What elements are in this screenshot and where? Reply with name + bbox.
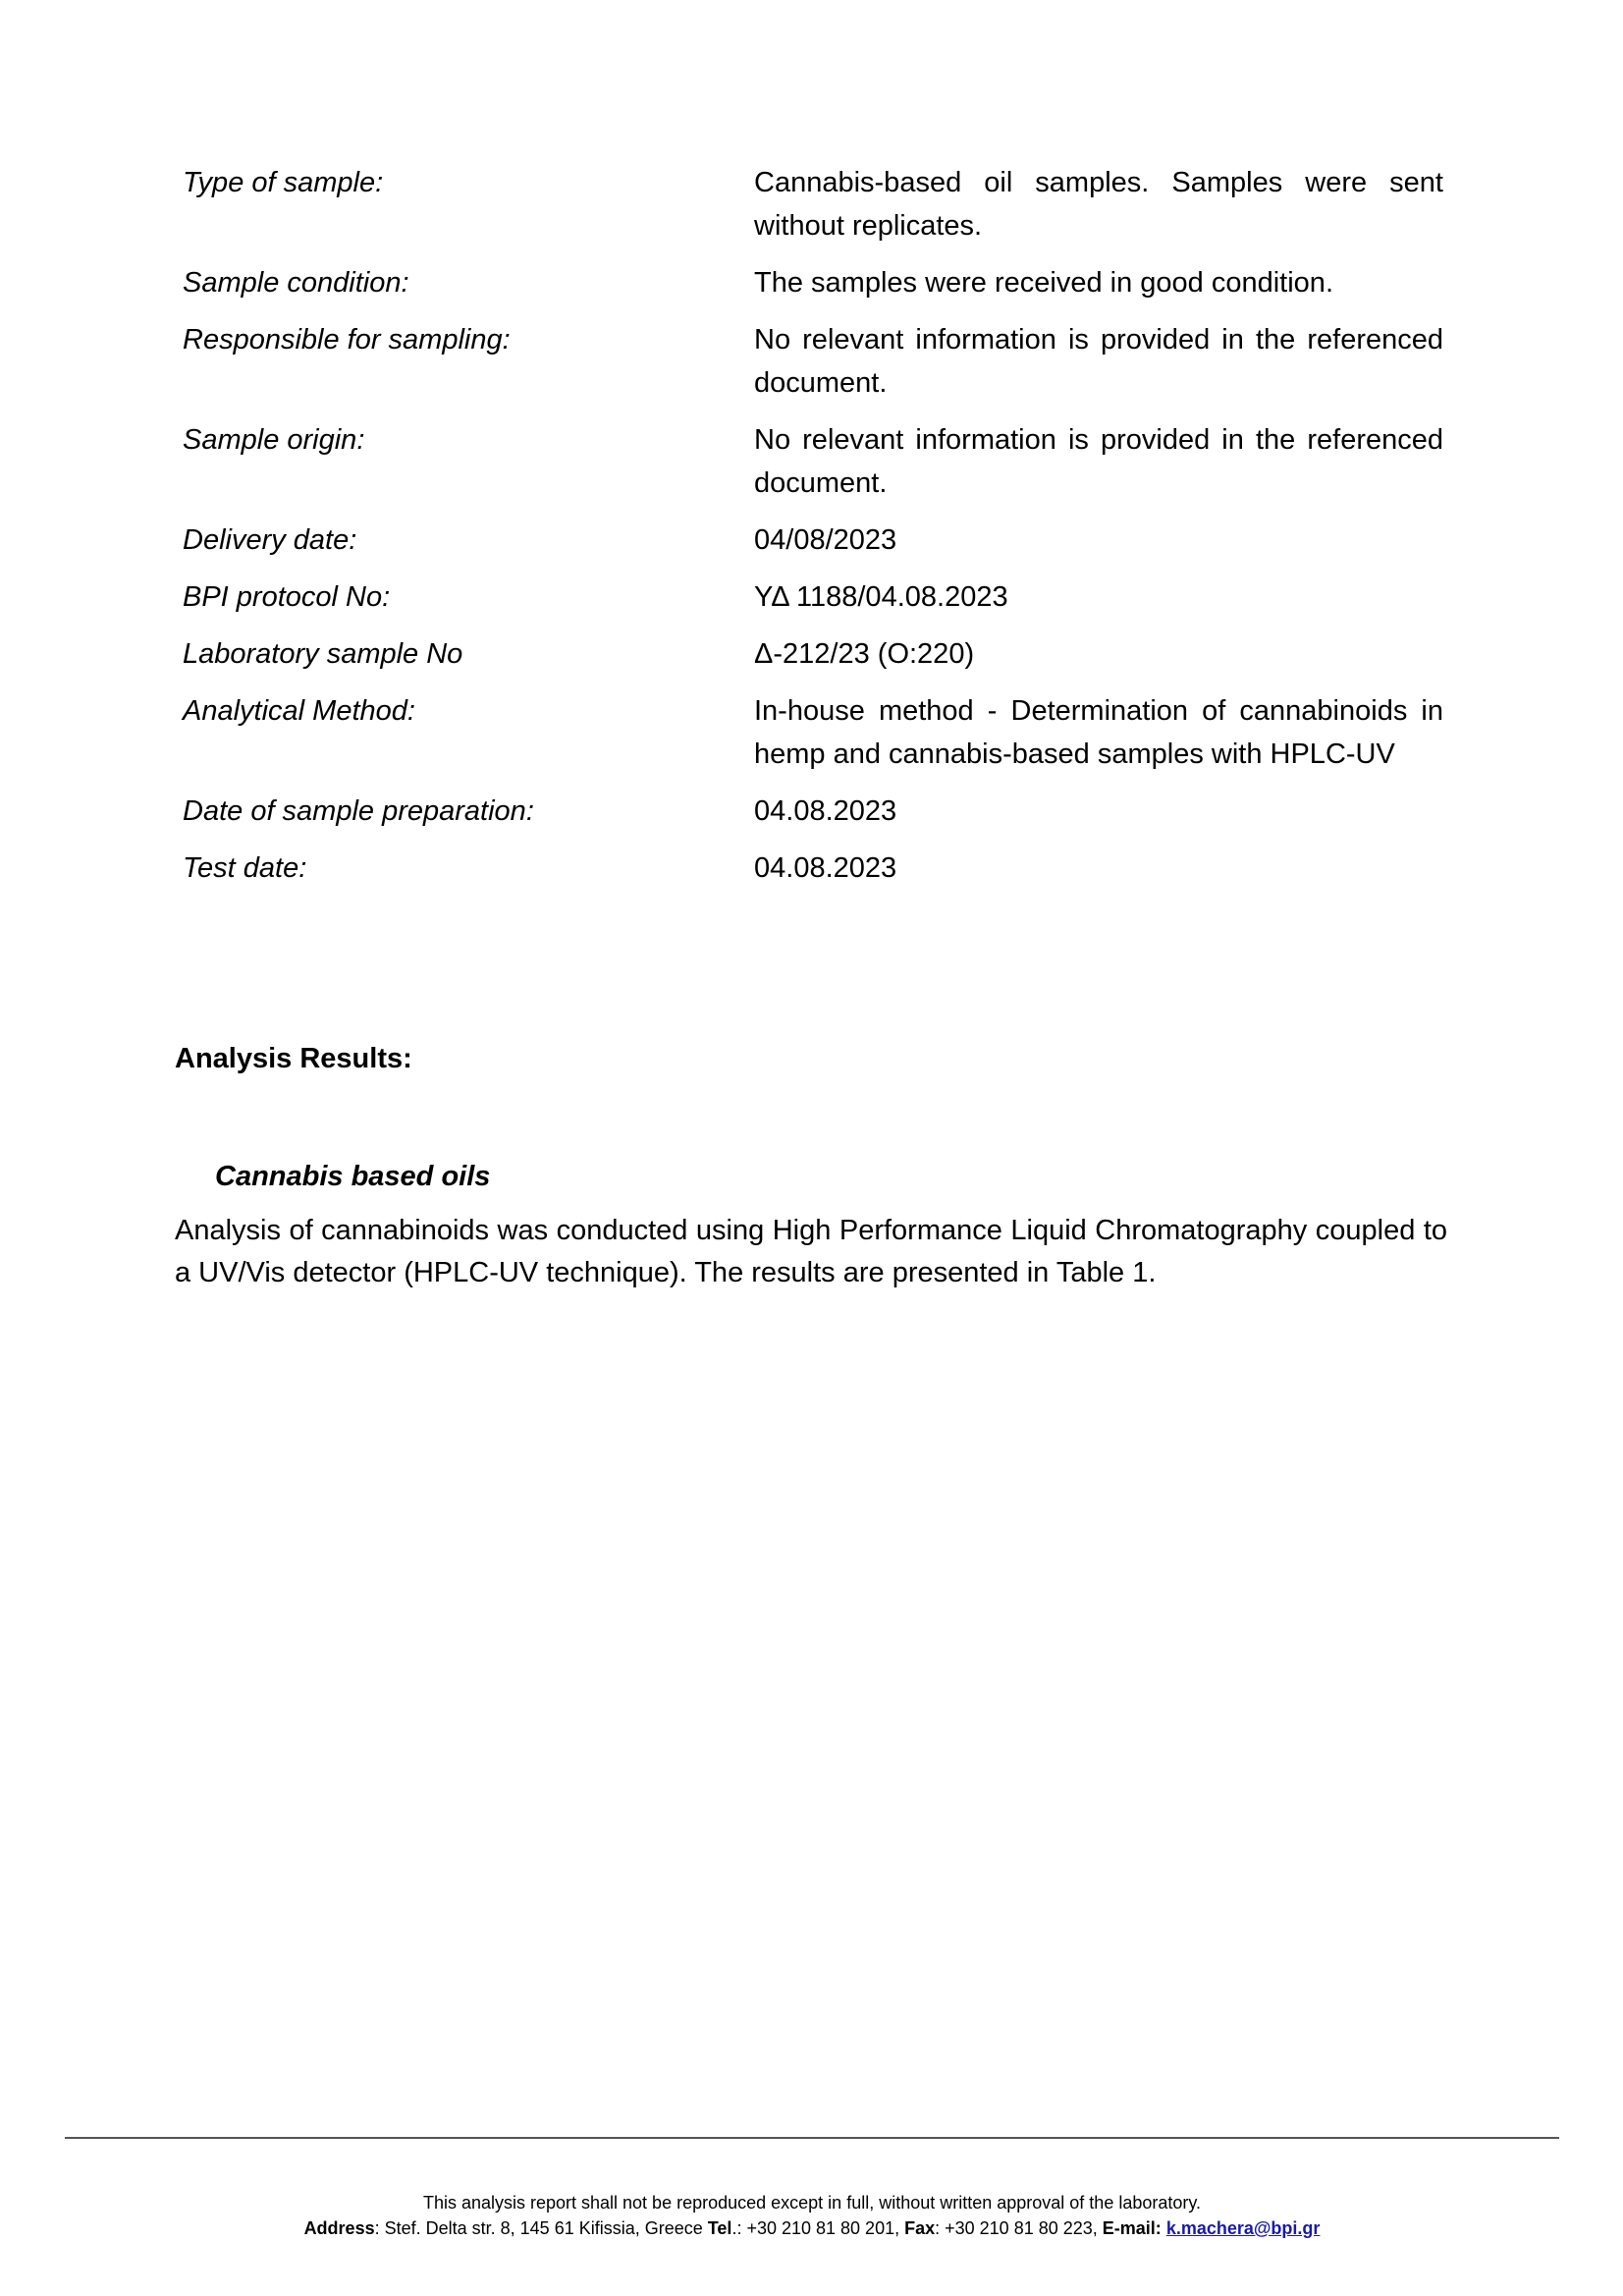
info-label: Analytical Method: xyxy=(183,695,415,727)
footer-notice: This analysis report shall not be reproduced except in full, without written approval of the laboratory. xyxy=(422,2193,1202,2213)
info-value: No relevant information is provided in the referenced document. xyxy=(754,324,1443,399)
sample-info-table xyxy=(183,161,1443,903)
info-row-bpi-protocol xyxy=(183,575,1443,619)
info-row-preparation-date xyxy=(183,790,1443,833)
cannabis-oils-subheading: Cannabis based oils xyxy=(215,1161,491,1192)
analysis-results-heading: Analysis Results: xyxy=(175,1043,412,1074)
info-row-delivery-date xyxy=(183,519,1443,562)
tel-value: .: +30 210 81 80 201, xyxy=(731,2218,905,2238)
info-value: 04.08.2023 xyxy=(754,795,897,827)
info-label: Test date: xyxy=(183,852,307,884)
info-value: Δ-212/23 (Ο:220) xyxy=(754,638,975,670)
email-link[interactable]: k.machera@bpi.gr xyxy=(1165,2218,1321,2238)
info-value: No relevant information is provided in the referenced document. xyxy=(754,424,1443,499)
info-value: Cannabis-based oil samples. Samples were sent without replicates. xyxy=(754,167,1443,242)
fax-label: Fax xyxy=(904,2218,936,2238)
info-label: BPI protocol No: xyxy=(183,581,391,613)
info-row-sample-condition xyxy=(183,261,1443,304)
email-label: E-mail: xyxy=(1102,2218,1162,2238)
footer-divider xyxy=(65,2137,1559,2139)
info-value: The samples were received in good condition. xyxy=(754,267,1333,299)
info-label: Delivery date: xyxy=(183,524,357,556)
info-label: Laboratory sample No xyxy=(183,638,463,670)
info-row-type-of-sample xyxy=(183,161,1443,247)
info-row-sample-origin xyxy=(183,418,1443,505)
info-row-responsible-for-sampling xyxy=(183,318,1443,405)
info-label: Sample origin: xyxy=(183,424,365,456)
info-row-laboratory-sample xyxy=(183,632,1443,676)
tel-label: Tel xyxy=(707,2218,732,2238)
info-value: In-house method - Determination of cannabinoids in hemp and cannabis-based samples with HPLC-UV xyxy=(754,695,1443,770)
info-label: Type of sample: xyxy=(183,167,384,198)
info-label: Sample condition: xyxy=(183,267,409,299)
analysis-paragraph: Analysis of cannabinoids was conducted using High Performance Liquid Chromatography coupled to a UV/Vis detector (HPLC-UV technique). The results are presented in Table 1. xyxy=(175,1215,1447,1288)
info-value: ΥΔ 1188/04.08.2023 xyxy=(754,581,1008,613)
info-value: 04.08.2023 xyxy=(754,852,897,884)
address-value: : Stef. Delta str. 8, 145 61 Kifissia, Greece xyxy=(374,2218,708,2238)
info-label: Date of sample preparation: xyxy=(183,795,534,827)
fax-value: : +30 210 81 80 223, xyxy=(935,2218,1103,2238)
info-value: 04/08/2023 xyxy=(754,524,897,556)
info-row-test-date xyxy=(183,847,1443,890)
footer-contact xyxy=(65,2215,1559,2241)
info-row-analytical-method xyxy=(183,689,1443,776)
info-label: Responsible for sampling: xyxy=(183,324,511,355)
page-footer xyxy=(65,2190,1559,2241)
address-label: Address xyxy=(303,2218,375,2238)
